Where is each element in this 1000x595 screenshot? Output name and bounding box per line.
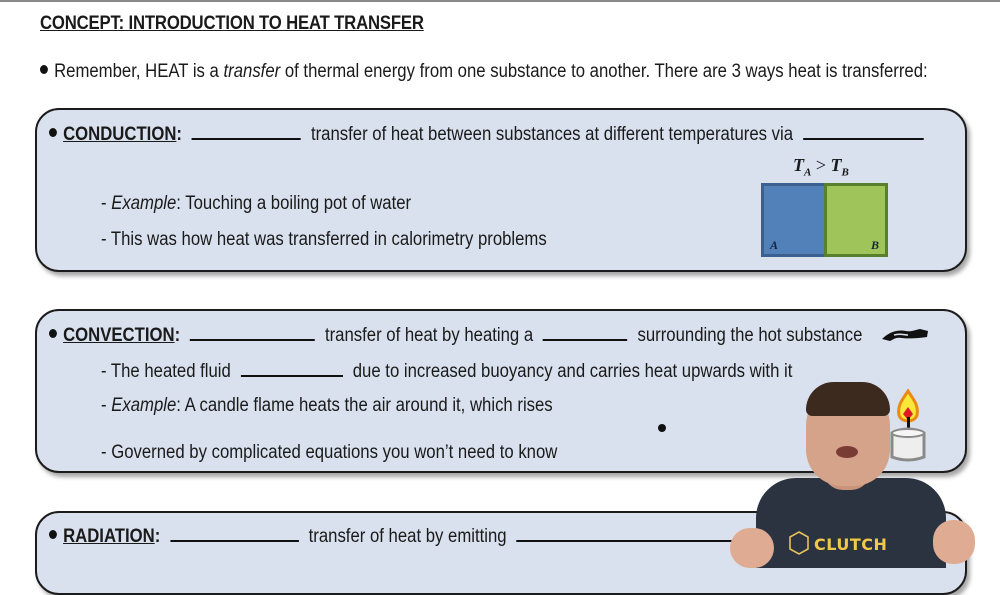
- intro-text-italic: transfer: [223, 61, 281, 82]
- bullet-icon: [40, 65, 48, 74]
- block-a-label: A: [770, 238, 779, 252]
- presenter-hair: [806, 382, 890, 416]
- intro-text-post: of thermal energy from one substance to another. There are 3 ways heat is transferred:: [280, 61, 928, 82]
- convection-note: - Governed by complicated equations you won’t need to know: [101, 442, 558, 463]
- convection-example: - Example: A candle flame heats the air around it, which rises: [101, 395, 553, 416]
- answer-blank[interactable]: [803, 122, 924, 140]
- page-title: CONCEPT: INTRODUCTION TO HEAT TRANSFER: [40, 13, 424, 34]
- relation-symbol: >: [815, 155, 826, 175]
- radiation-text: transfer of heat by emitting: [308, 526, 507, 547]
- hand-icon: [880, 325, 932, 347]
- shirt-logo-text: CLUTCH: [814, 535, 888, 554]
- bullet-icon: [49, 128, 57, 137]
- presenter-mouth: [836, 446, 858, 458]
- conduction-text: transfer of heat between substances at different temperatures via: [310, 124, 794, 145]
- example-label: Example: [111, 193, 177, 214]
- presenter-video: [728, 380, 978, 562]
- presenter-shirt: [756, 478, 946, 568]
- subscript-b: B: [841, 166, 849, 179]
- subscript-a: A: [804, 166, 812, 179]
- fluid-text-pre: - The heated fluid: [101, 361, 231, 382]
- conduction-term: CONDUCTION: [63, 124, 177, 145]
- answer-blank[interactable]: [241, 359, 343, 377]
- cursor-dot-icon: [658, 424, 666, 432]
- block-b-label: B: [870, 238, 879, 252]
- answer-blank[interactable]: [190, 323, 315, 341]
- bullet-icon: [49, 530, 57, 539]
- convection-term: CONVECTION: [63, 325, 175, 346]
- colon: :: [154, 526, 161, 547]
- conduction-example: - Example: Touching a boiling pot of water: [101, 193, 412, 214]
- top-border: [0, 0, 1000, 2]
- answer-blank[interactable]: [517, 524, 746, 542]
- answer-blank[interactable]: [170, 524, 298, 542]
- substance-a-block: [761, 183, 827, 257]
- conduction-card: [35, 108, 967, 272]
- radiation-definition: [49, 524, 745, 548]
- convection-text: transfer of heat by heating a: [324, 325, 534, 346]
- answer-blank[interactable]: [192, 122, 301, 140]
- example-text: : Touching a boiling pot of water: [176, 193, 412, 214]
- hexagon-logo-icon: [788, 530, 810, 556]
- intro-line: [40, 61, 928, 83]
- intro-text-pre: Remember, HEAT is a: [54, 61, 224, 82]
- convection-definition: [49, 323, 862, 347]
- bullet-icon: [49, 329, 57, 338]
- answer-blank[interactable]: [543, 323, 627, 341]
- fluid-text-post: due to increased buoyancy and carries heat upwards with it: [352, 361, 793, 382]
- temperature-relation: $T_A > T_B$: [793, 155, 849, 179]
- conduction-definition: [49, 122, 924, 146]
- convection-text-2: surrounding the hot substance: [637, 325, 863, 346]
- convection-fluid-line: [101, 359, 792, 383]
- substance-b-block: [824, 183, 888, 257]
- example-label: Example: [111, 395, 177, 416]
- presenter-right-hand: [933, 520, 975, 564]
- colon: :: [176, 124, 182, 145]
- colon: :: [174, 325, 181, 346]
- presenter-left-hand: [730, 528, 774, 568]
- example-text: : A candle flame heats the air around it, which rises: [176, 395, 553, 416]
- conduction-note: - This was how heat was transferred in calorimetry problems: [101, 229, 547, 250]
- conduction-diagram: [761, 155, 887, 255]
- radiation-term: RADIATION: [63, 526, 155, 547]
